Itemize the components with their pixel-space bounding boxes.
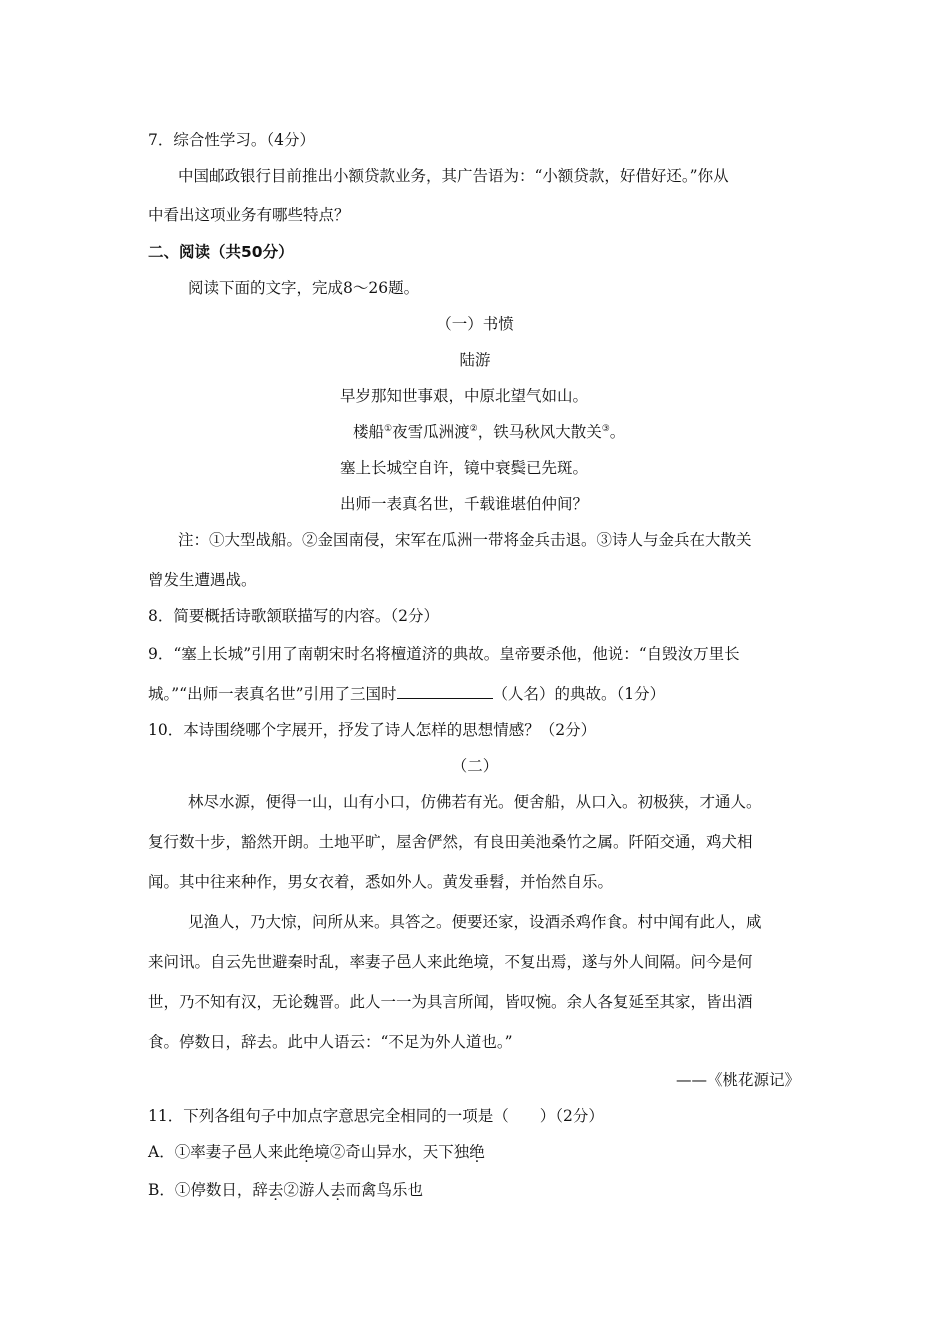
q7-text-line1: 中国邮政银行目前推出小额贷款业务，其广告语为：“小额贷款，好借好还。”你从 xyxy=(178,167,729,185)
q7-title: 7．综合性学习。（4分） xyxy=(148,131,315,149)
option-b-pre: B．①停数日，辞 xyxy=(148,1181,268,1199)
q11-option-b[interactable] xyxy=(148,1178,423,1200)
dotted-char: 去 xyxy=(267,1181,284,1199)
poem-line-2-c: ，铁马秋风大散关 xyxy=(477,423,602,441)
option-a-mid: 境②奇山异水，天下独 xyxy=(314,1143,470,1161)
dotted-char: 去 xyxy=(329,1181,346,1199)
option-b-mid: ②游人 xyxy=(283,1181,330,1199)
p2-line4: 食。停数日，辞去。此中人语云：“不足为外人道也。” xyxy=(148,1033,513,1051)
section-heading: 二、阅读（共50分） xyxy=(148,243,294,261)
p1-line2: 复行数十步，豁然开朗。土地平旷，屋舍俨然，有良田美池桑竹之属。阡陌交通，鸡犬相 xyxy=(148,833,753,851)
poem-author: 陆游 xyxy=(459,351,491,369)
q7-text-line2: 中看出这项业务有哪些特点？ xyxy=(148,206,350,224)
part2-heading: （二） xyxy=(451,757,499,775)
poem-line-2-a: 楼船 xyxy=(353,423,385,441)
poem-line-2 xyxy=(353,420,625,442)
p1-line1: 林尽水源，便得一山，山有小口，仿佛若有光。便舍船，从口入。初极狭，才通人。 xyxy=(188,793,762,811)
q11-option-a[interactable] xyxy=(148,1140,485,1162)
poem-line-4: 出师一表真名世，千载谁堪伯仲间？ xyxy=(340,495,589,513)
poem-note-line1: 注：①大型战船。②金国南侵，宋军在瓜洲一带将金兵击退。③诗人与金兵在大散关 xyxy=(178,531,752,549)
q9-line2 xyxy=(148,682,665,704)
poem-note-line2: 曾发生遭遇战。 xyxy=(148,571,257,589)
q10: 10．本诗围绕哪个字展开，抒发了诗人怎样的思想情感？（2分） xyxy=(148,721,597,739)
q8: 8．简要概括诗歌颔联描写的内容。（2分） xyxy=(148,607,439,625)
footnote-mark-3: ③ xyxy=(601,423,610,434)
poem-line-2-b: 夜雪瓜洲渡 xyxy=(392,423,470,441)
poem-line-1: 早岁那知世事艰，中原北望气如山。 xyxy=(340,387,589,405)
dotted-char: 绝 xyxy=(469,1143,485,1161)
option-b-post: 而禽鸟乐也 xyxy=(345,1181,423,1199)
footnote-mark-2: ② xyxy=(469,423,478,434)
poem-line-2-d: 。 xyxy=(609,423,626,441)
q9-line1: 9．“塞上长城”引用了南朝宋时名将檀道济的典故。皇帝要杀他，他说：“自毁汝万里长 xyxy=(148,645,740,663)
q11-stem: 11．下列各组句子中加点字意思完全相同的一项是（ ）（2分） xyxy=(148,1107,604,1125)
p2-line3: 世，乃不知有汉，无论魏晋。此人一一为具言所闻，皆叹惋。余人各复延至其家，皆出酒 xyxy=(148,993,753,1011)
option-a-pre: A．①率妻子邑人来此 xyxy=(148,1143,299,1161)
q9-line2-b: （人名）的典故。（1分） xyxy=(492,685,666,703)
poem-line-3: 塞上长城空自许，镜中衰鬓已先斑。 xyxy=(340,459,589,477)
reading-intro: 阅读下面的文字，完成8～26题。 xyxy=(188,279,420,297)
p2-line1: 见渔人，乃大惊，问所从来。具答之。便要还家，设酒杀鸡作食。村中闻有此人，咸 xyxy=(188,913,762,931)
p2-line2: 来问讯。自云先世避秦时乱，率妻子邑人来此绝境，不复出焉，遂与外人间隔。问今是何 xyxy=(148,953,753,971)
q9-line2-a: 城。”“出师一表真名世”引用了三国时 xyxy=(148,685,397,703)
footnote-mark-1: ① xyxy=(384,423,393,434)
dotted-char: 绝 xyxy=(298,1143,315,1161)
poem-heading: （一）书愤 xyxy=(436,315,514,333)
passage-source: ——《桃花源记》 xyxy=(675,1071,800,1089)
q9-answer-blank[interactable] xyxy=(397,684,493,699)
p1-line3: 闻。其中往来种作，男女衣着，悉如外人。黄发垂髫，并怡然自乐。 xyxy=(148,873,614,891)
